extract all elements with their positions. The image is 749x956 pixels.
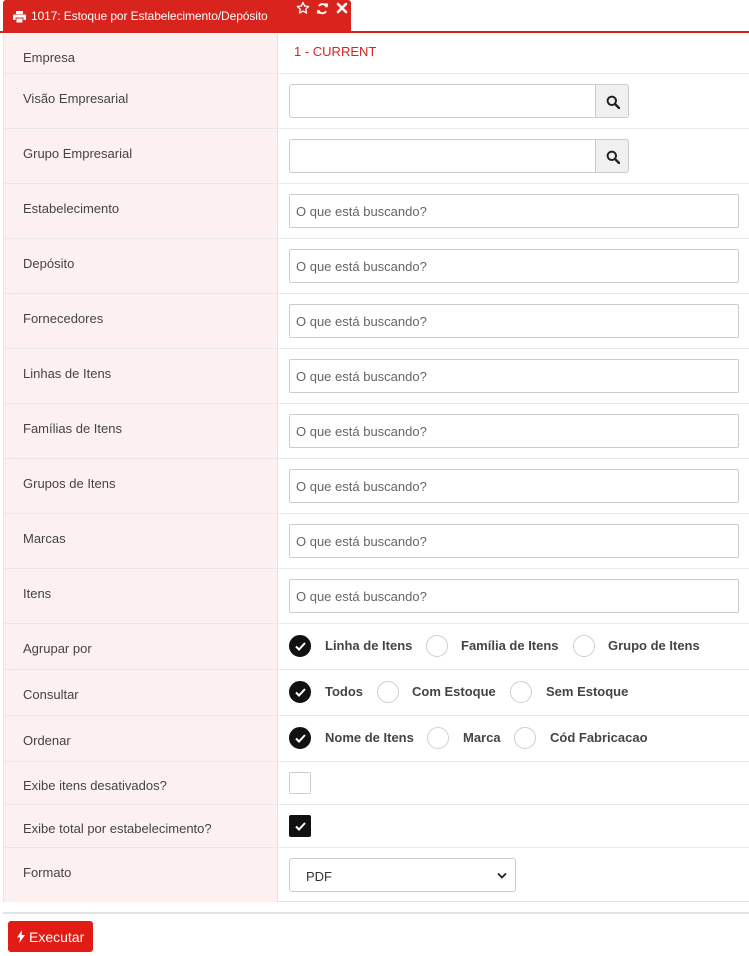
total-estab-checkbox[interactable] [289, 815, 311, 837]
radio-label: Com Estoque [412, 684, 496, 699]
radio-label: Família de Itens [461, 638, 559, 653]
bolt-icon [17, 930, 25, 943]
grupo-empresarial-lookup [289, 139, 629, 173]
check-icon [295, 688, 306, 697]
row-deposito [4, 238, 749, 293]
row-consultar [4, 669, 749, 715]
form-footer [3, 912, 749, 956]
visao-input[interactable] [289, 84, 596, 118]
fornecedores-label: Fornecedores [23, 311, 104, 326]
visao-lookup [289, 84, 629, 118]
radio-label: Linha de Itens [325, 638, 413, 653]
row-itens [4, 568, 749, 623]
fornecedores-input[interactable] [289, 304, 739, 338]
itens-input[interactable] [289, 579, 739, 613]
ordenar-label: Ordenar [23, 733, 71, 748]
visao-label: Visão Empresarial [23, 91, 129, 106]
linhas-label: Linhas de Itens [23, 366, 112, 381]
tab-title: 1017: Estoque por Estabelecimento/Depósito [31, 9, 268, 23]
radio-unchecked-icon [427, 727, 449, 749]
desativados-label: Exibe itens desativados? [23, 778, 167, 793]
radio-checked-icon [289, 635, 311, 657]
radio-unchecked-icon [426, 635, 448, 657]
grupos-input[interactable] [289, 469, 739, 503]
desativados-checkbox[interactable] [289, 772, 311, 794]
row-agrupar [4, 623, 749, 669]
row-grupo-empresarial [4, 128, 749, 183]
search-icon [606, 95, 620, 109]
grupo-empresarial-search-button[interactable] [595, 139, 629, 173]
linhas-input[interactable] [289, 359, 739, 393]
row-formato [4, 847, 749, 902]
chevron-down-icon [497, 872, 507, 880]
marcas-input[interactable] [289, 524, 739, 558]
grupo-empresarial-label: Grupo Empresarial [23, 146, 133, 161]
tab-bar [0, 0, 749, 33]
row-empresa [4, 34, 749, 73]
grupo-empresarial-input[interactable] [289, 139, 596, 173]
radio-label: Grupo de Itens [608, 638, 700, 653]
check-icon [295, 822, 306, 831]
estabelecimento-label: Estabelecimento [23, 201, 120, 216]
familias-input[interactable] [289, 414, 739, 448]
total-estab-label: Exibe total por estabelecimento? [23, 821, 212, 836]
row-total-estab [4, 804, 749, 847]
refresh-icon[interactable] [316, 2, 329, 15]
radio-checked-icon [289, 727, 311, 749]
report-form [3, 34, 749, 902]
row-ordenar [4, 715, 749, 761]
radio-label: Todos [325, 684, 364, 699]
formato-select[interactable] [289, 858, 516, 892]
radio-unchecked-icon [510, 681, 532, 703]
row-linhas [4, 348, 749, 403]
radio-unchecked-icon [514, 727, 536, 749]
execute-label: Executar [29, 929, 85, 945]
search-icon [606, 150, 620, 164]
row-desativados [4, 761, 749, 804]
visao-search-button[interactable] [595, 84, 629, 118]
row-fornecedores [4, 293, 749, 348]
radio-unchecked-icon [573, 635, 595, 657]
row-grupos [4, 458, 749, 513]
radio-label: Marca [463, 730, 501, 745]
execute-button[interactable] [8, 921, 93, 952]
radio-label: Cód Fabricacao [550, 730, 648, 745]
itens-label: Itens [23, 586, 52, 601]
formato-selected-value: PDF [306, 869, 332, 884]
agrupar-label: Agrupar por [23, 641, 92, 656]
radio-label: Sem Estoque [546, 684, 629, 699]
familias-label: Famílias de Itens [23, 421, 122, 436]
empresa-value: 1 - CURRENT [294, 44, 377, 59]
empresa-label: Empresa [23, 50, 76, 65]
formato-label: Formato [23, 865, 72, 880]
consultar-label: Consultar [23, 687, 79, 702]
print-icon [13, 11, 26, 23]
row-visao [4, 73, 749, 128]
deposito-input[interactable] [289, 249, 739, 283]
radio-checked-icon [289, 681, 311, 703]
radio-label: Nome de Itens [325, 730, 414, 745]
report-tab[interactable] [3, 0, 351, 32]
grupos-label: Grupos de Itens [23, 476, 116, 491]
row-marcas [4, 513, 749, 568]
marcas-label: Marcas [23, 531, 66, 546]
check-icon [295, 642, 306, 651]
row-estabelecimento [4, 183, 749, 238]
radio-unchecked-icon [377, 681, 399, 703]
row-familias [4, 403, 749, 458]
deposito-label: Depósito [23, 256, 75, 271]
close-icon[interactable] [336, 2, 348, 14]
check-icon [295, 734, 306, 743]
estabelecimento-input[interactable] [289, 194, 739, 228]
star-icon[interactable] [296, 1, 310, 15]
